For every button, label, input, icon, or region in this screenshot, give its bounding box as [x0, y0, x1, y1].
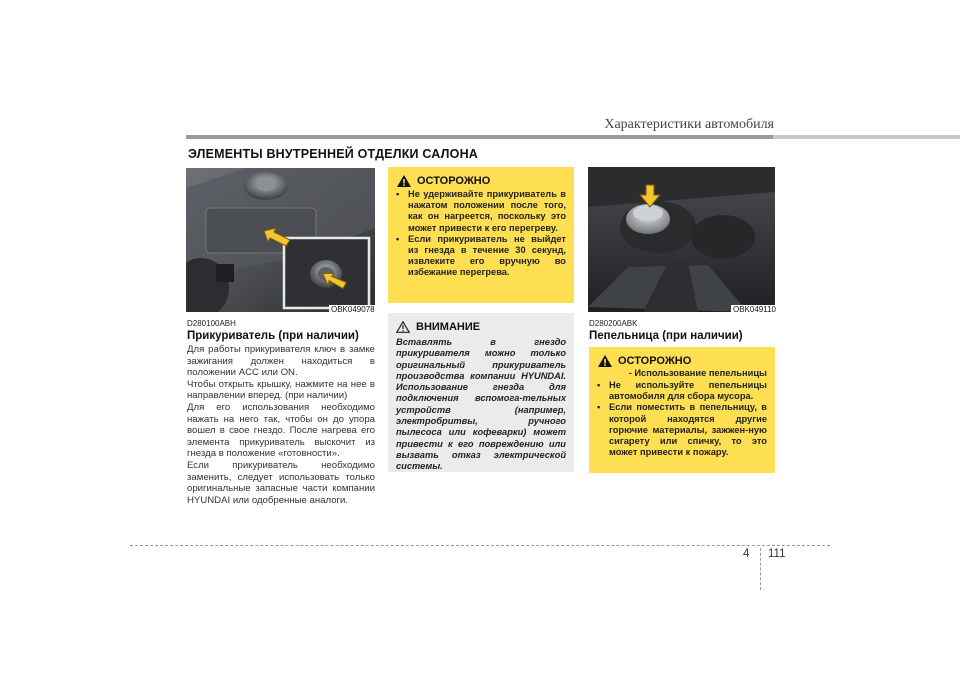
ashtray-caution-item-2: • Если поместить в пепельницу, в которой находятся другие горючие материалы, зажжен-ную сигарету или спичку, то это может привести к пожару.: [593, 402, 767, 458]
ashtray-caution-header: [598, 355, 775, 367]
photo-code-left: OBK049078: [331, 305, 375, 314]
caution-title: ОСТОРОЖНО: [417, 175, 491, 187]
lighter-heading: Прикуриватель (при наличии): [187, 330, 359, 342]
cigarette-lighter-photo: [186, 168, 375, 312]
lighter-caution-box: [388, 167, 574, 303]
caution-item-2: • Если прикуриватель не выйдет из гнезда в течение 30 секунд, извлеките его вручную во избежание перегрева.: [392, 234, 566, 279]
lighter-paragraph-2: Чтобы открыть крышку, нажмите на нее в направлении вперед. (при наличии): [187, 378, 375, 402]
section-title: ЭЛЕМЕНТЫ ВНУТРЕННЕЙ ОТДЕЛКИ САЛОНА: [188, 147, 479, 161]
doc-code-lighter: D280100ABH: [187, 319, 236, 328]
ashtray-caution-item-1: • Не используйте пепельницы автомобиля для сбора мусора.: [593, 380, 767, 402]
lighter-paragraph-4: Если прикуриватель необходимо заменить, следует использовать только оригинальные запасные части компании HYUNDAI или одобренные аналоги.: [187, 459, 375, 506]
notice-title: ВНИМАНИЕ: [416, 321, 481, 333]
page-number: 111: [768, 548, 786, 560]
photo-code-right: OBK049110: [733, 305, 776, 314]
notice-header: [396, 321, 574, 333]
chapter-title: Характеристики автомобиля: [604, 117, 774, 132]
ashtray-caution-subtitle: - Использование пепельницы: [628, 368, 767, 378]
caution-header: [397, 175, 574, 187]
warning-triangle-icon: [598, 355, 612, 367]
ashtray-caution-list: [589, 380, 775, 458]
lighter-notice-box: [388, 313, 574, 472]
doc-code-ashtray: D280200ABK: [589, 319, 638, 328]
ashtray-caution-box: [589, 347, 775, 473]
header-rule: [186, 135, 773, 139]
lighter-paragraph-3: Для его использования необходимо нажать на него так, чтобы он до упора вошел в свое гнездо. После нагрева его элемента прикуриватель выскочит из гнезда в положение «готовности».: [187, 401, 375, 460]
ashtray-heading: Пепельница (при наличии): [589, 330, 743, 342]
notice-text: Вставлять в гнездо прикуривателя можно только оригинальный прикуриватель производства компании HYUNDAI. Использование гнезда для подключения вспомога-тельных устройств (например, электробритвы, ручного пылесоса или кофеварки) может привести к его повреждению или вызвать отказ электрической системы.: [396, 337, 566, 472]
chapter-number: 4: [743, 548, 750, 560]
page-separator: [760, 548, 762, 590]
notice-triangle-icon: [396, 321, 410, 333]
lighter-body: [187, 344, 375, 506]
lighter-paragraph-1: Для работы прикуривателя ключ в замке зажигания должен находиться в положении ACC или ON.: [187, 344, 375, 379]
caution-list: [388, 189, 574, 279]
cigarette-lighter-illustration: [186, 168, 375, 312]
warning-triangle-icon: [397, 175, 411, 187]
ashtray-caution-title: ОСТОРОЖНО: [618, 355, 692, 367]
footer-rule: [130, 545, 830, 546]
ashtray-illustration: [588, 167, 775, 312]
ashtray-photo: [588, 167, 775, 312]
header-rule-tab: [773, 135, 960, 139]
caution-item-1: • Не удерживайте прикуриватель в нажатом положении после того, как он нагреется, поскольку это может привести к его перегреву.: [392, 189, 566, 234]
